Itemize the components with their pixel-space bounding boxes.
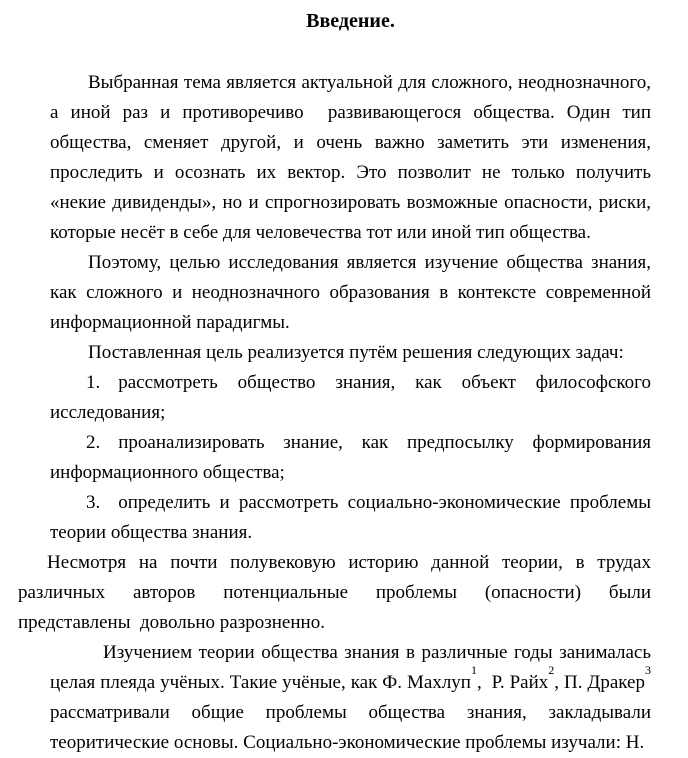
researchers-text-part-2: , Р. Райх xyxy=(476,672,549,693)
task-item-2 xyxy=(50,428,651,488)
paragraph-topic-actuality: Выбранная тема является актуальной для сложного, неоднозначного, а иной раз и противоречиво развивающегося общества. Один тип общества, сменяет другой, и очень важно заметить эти изменения, проследить и осознать их вектор. Это позволит не только получить «некие дивиденды», но и спрогнозировать возможные опасности, риски, которые несёт в себе для человечества тот или иной тип общества. xyxy=(50,72,651,243)
paragraph-theory-history: Несмотря на почти полувековую историю данной теории, в трудах различных авторов потенциальные проблемы (опасности) были представлены довольно разрозненно. xyxy=(18,552,651,633)
footnote-ref-2: 2 xyxy=(548,662,555,677)
paragraph-research-goal: Поэтому, целью исследования является изучение общества знания, как сложного и неоднозначного образования в контексте современной информационной парадигмы. xyxy=(50,252,651,333)
task-item-3 xyxy=(50,488,651,548)
task-number: 1. xyxy=(86,372,101,393)
footnote-ref-1: 1 xyxy=(470,662,477,677)
task-item-1 xyxy=(50,368,651,428)
task-text: проанализировать знание, как предпосылку формирования информационного общества; xyxy=(50,432,651,483)
footnote-ref-3: 3 xyxy=(645,662,651,677)
researchers-text-part-1: Изучением теории общества знания в различные годы занималась целая плеяда учёных. Такие учёные, как Ф. Махлуп xyxy=(50,642,651,693)
researchers-text-part-4: рассматривали общие проблемы общества знания, закладывали теоритические основы. Социально-экономические проблемы изучали: Н. xyxy=(50,702,651,753)
page-title: Введение. xyxy=(306,10,395,32)
task-text: рассмотреть общество знания, как объект философского исследования; xyxy=(50,372,651,423)
paragraph-researchers xyxy=(50,638,651,758)
researchers-text-part-3: , П. Дракер xyxy=(554,672,645,693)
task-number: 2. xyxy=(86,432,101,453)
task-text: определить и рассмотреть социально-экономические проблемы теории общества знания. xyxy=(50,492,651,543)
task-number: 3. xyxy=(86,492,101,513)
paragraph-tasks-lead: Поставленная цель реализуется путём решения следующих задач: xyxy=(88,342,624,363)
